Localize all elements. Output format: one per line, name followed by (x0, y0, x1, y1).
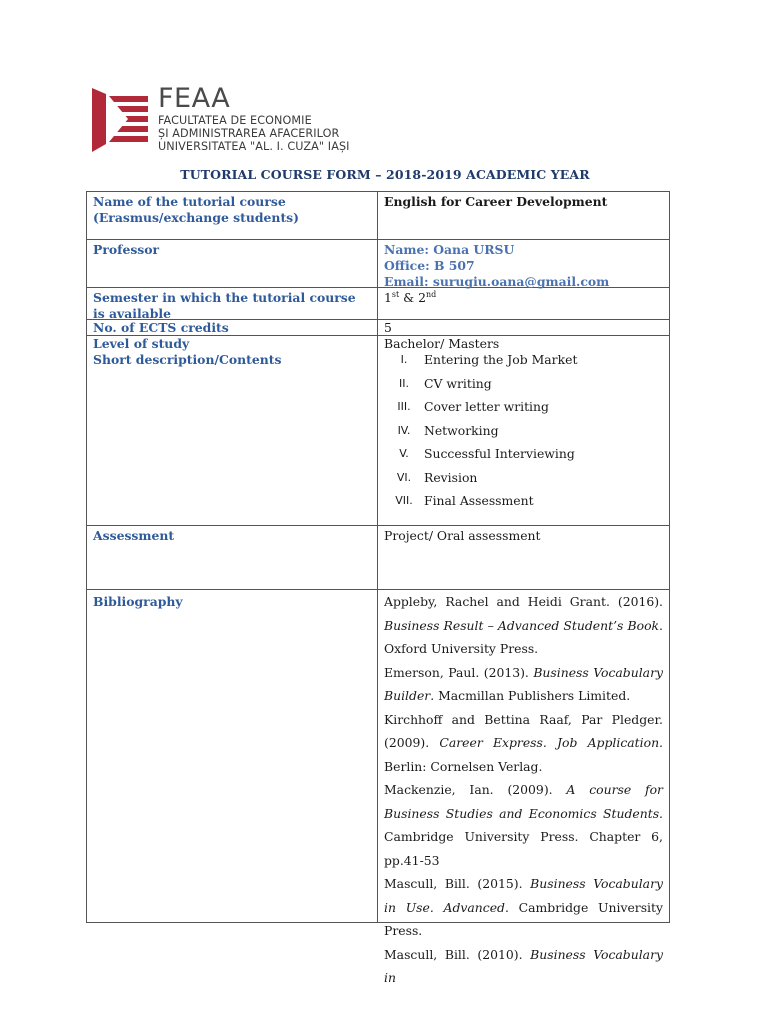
row-course (87, 192, 669, 240)
ref-publisher: Berlin: Cornelsen Verlag. (384, 758, 543, 774)
list-item (384, 470, 663, 494)
bibliography-entry (384, 661, 663, 708)
ref-publisher: . Oxford University Press. (384, 617, 663, 656)
ref-author: Mascull, Bill. (2010). (384, 946, 531, 962)
bibliography-entry (384, 590, 663, 661)
ref-author: Kirchhoff and Bettina Raaf, Par Pledger. (2009). (384, 711, 663, 750)
ref-title: Business Vocabulary Builder (384, 664, 663, 703)
course-table (86, 191, 670, 985)
bibliography-entry (384, 708, 663, 779)
level-value: Bachelor/ Masters (384, 336, 500, 351)
row-bibliography (87, 590, 669, 985)
logo-text (158, 84, 350, 153)
list-item-number: IV. (397, 423, 411, 437)
logo-line-2: ȘI ADMINISTRAREA AFACERILOR (158, 127, 340, 140)
list-item-text: Entering the Job Market (424, 352, 578, 367)
list-item (384, 399, 663, 423)
professor-office: Office: B 507 (384, 258, 475, 273)
level-contents-values (378, 336, 669, 525)
ref-title: Business Result – Advanced Student’s Book (384, 617, 660, 633)
list-item-number: VII. (395, 494, 413, 507)
ref-author: Mascull, Bill. (2015). (384, 876, 531, 891)
list-item-text: CV writing (424, 375, 492, 391)
level-label: Level of study (93, 336, 190, 351)
ref-author: Appleby, Rachel and Heidi Grant. (2016). (384, 594, 663, 609)
ects-value: 5 (384, 320, 392, 335)
list-item-number: I. (400, 353, 408, 366)
list-item-text: Final Assessment (424, 493, 534, 508)
ref-publisher: Cambridge University Press. Chapter 6, pp.41-53 (384, 829, 663, 868)
row-level-contents (87, 336, 669, 526)
list-item-text: Cover letter writing (424, 399, 549, 414)
list-item-number: III. (397, 400, 411, 413)
semester-second-suffix: nd (426, 289, 437, 299)
list-item-number: II. (399, 376, 409, 390)
semester-first: 1 (384, 290, 392, 305)
level-contents-labels (87, 336, 378, 525)
ref-title: Business Vocabulary in Use. Advanced. (384, 876, 663, 915)
ects-label: No. of ECTS credits (87, 320, 378, 335)
logo-line-3: UNIVERSITATEA "AL. I. CUZA" IAȘI (158, 140, 350, 153)
form-title: TUTORIAL COURSE FORM – 2018-2019 ACADEMIC YEAR (180, 167, 590, 182)
professor-value (378, 240, 669, 287)
semester-second: & 2 (399, 290, 427, 305)
course-label: Name of the tutorial course (Erasmus/exchange students) (87, 192, 378, 239)
list-item (384, 446, 663, 470)
list-item (384, 352, 663, 376)
row-ects (87, 320, 669, 336)
professor-name: Name: Oana URSU (384, 242, 515, 257)
list-item-number: V. (399, 447, 409, 460)
list-item (384, 423, 663, 447)
contents-label: Short description/Contents (93, 352, 282, 367)
bibliography-entry (384, 872, 663, 943)
ref-author: Mackenzie, Ian. (2009). (384, 782, 567, 797)
bibliography-entry (384, 778, 663, 872)
list-item (384, 376, 663, 400)
list-item-number: VI. (396, 470, 412, 484)
assessment-label: Assessment (87, 526, 378, 589)
contents-list (384, 352, 663, 517)
professor-label: Professor (87, 240, 378, 287)
ref-title: A course for Business Studies and Economics Students. (384, 782, 663, 821)
ref-author: Emerson, Paul. (2013). (384, 664, 534, 680)
semester-value (378, 288, 669, 319)
course-value: English for Career Development (384, 194, 608, 209)
list-item-text: Successful Interviewing (424, 446, 575, 461)
list-item-text: Networking (424, 422, 499, 438)
semester-label: Semester in which the tutorial course is available (87, 288, 378, 319)
ref-title: Career Express. Job Application. (439, 735, 663, 750)
faculty-logo (92, 83, 350, 154)
bibliography-label: Bibliography (87, 590, 378, 922)
list-item (384, 493, 663, 517)
ref-title: Business Vocabulary in (384, 946, 663, 985)
bibliography-entry (384, 943, 663, 990)
feaa-logo-icon (92, 88, 148, 152)
row-assessment (87, 526, 669, 590)
logo-line-1: FACULTATEA DE ECONOMIE (158, 114, 312, 127)
ref-publisher: . Macmillan Publishers Limited. (430, 688, 631, 703)
ref-publisher: Cambridge University Press. (384, 899, 663, 938)
row-professor (87, 240, 669, 288)
bibliography-list (378, 590, 669, 985)
logo-abbr: FEAA (158, 83, 231, 114)
assessment-value: Project/ Oral assessment (384, 528, 541, 543)
semester-first-suffix: st (391, 289, 400, 299)
row-semester (87, 288, 669, 320)
list-item-text: Revision (424, 469, 478, 485)
professor-email[interactable]: Email: surugiu.oana@gmail.com (384, 274, 610, 289)
